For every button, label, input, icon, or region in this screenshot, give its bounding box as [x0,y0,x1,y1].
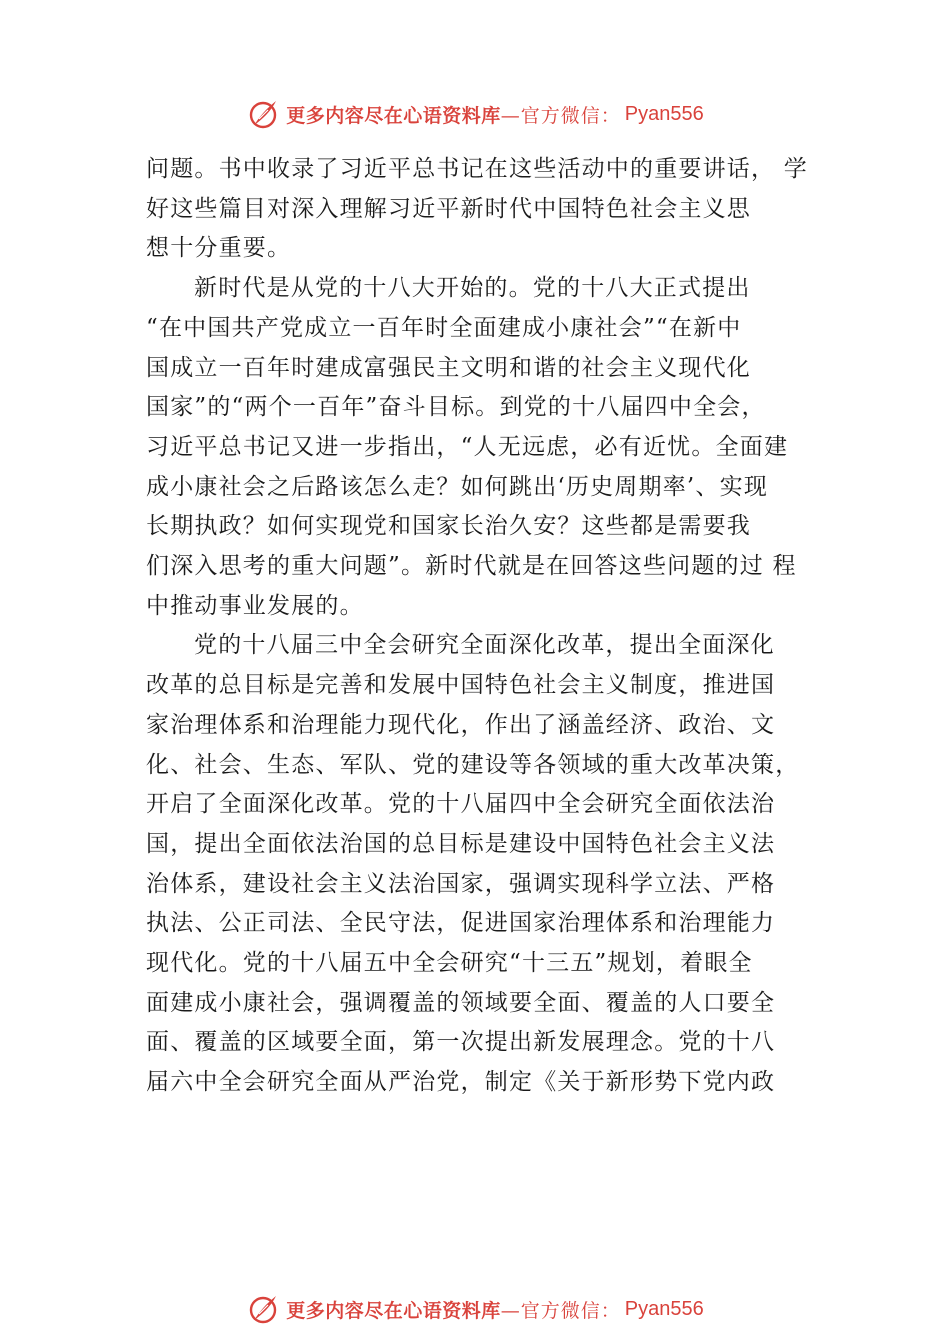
watermark-separator-text: —官方微信： [500,1299,621,1322]
watermark-main-text: 更多内容尽在心语资料库 [286,104,501,127]
paragraph-1 [146,150,814,269]
text-line: 治体系，建设社会主义法治国家，强调实现科学立法、严格 [146,870,776,897]
paragraph-2 [146,269,814,626]
text-line: 新时代是从党的十八大开始的。党的十八大正式提出 [194,275,751,302]
text-line: 成小康社会之后路该怎么走？如何跳出‘历史周期率’、实现 [146,473,769,500]
text-line: 届六中全会研究全面从严治党，制定《关于新形势下党内政 [146,1069,776,1096]
footer-watermark [0,1291,950,1327]
watermark-main-text: 更多内容尽在心语资料库 [286,1299,501,1322]
text-line: 执法、公正司法、全民守法，促进国家治理体系和治理能力 [146,910,776,937]
text-line: 现代化。党的十八届五中全会研究“十三五”规划，着眼全 [146,950,753,977]
text-line: 面、覆盖的区域要全面，第一次提出新发展理念。党的十八 [146,1029,776,1056]
text-line: 改革的总目标是完善和发展中国特色社会主义制度，推进国 [146,672,776,699]
text-line: 好这些篇目对深入理解习近平新时代中国特色社会主义思 [146,195,751,222]
text-line: 党的十八届三中全会研究全面深化改革，提出全面深化 [194,632,775,659]
text-line: 国家”的“两个一百年”奋斗目标。到党的十八届四中全会， [146,394,766,421]
text-line: 开启了全面深化改革。党的十八届四中全会研究全面依法治 [146,791,776,818]
text-line: 长期执政？如何实现党和国家长治久安？这些都是需要我 [146,513,751,540]
text-line: 化、社会、生态、军队、党的建设等各领域的重大改革决策， [146,751,800,778]
text-line: 国成立一百年时建成富强民主文明和谐的社会主义现代化 [146,354,751,381]
watermark-wechat-id: Pyan556 [624,102,704,125]
text-line: 中推动事业发展的。 [146,592,364,619]
header-watermark [0,96,950,132]
watermark-separator-text: —官方微信： [500,104,621,127]
text-line: 们深入思考的重大问题”。新时代就是在回答这些问题的过 程 [146,553,797,580]
text-line: 面建成小康社会，强调覆盖的领域要全面、覆盖的人口要全 [146,989,776,1016]
text-line: 想十分重要。 [146,235,292,262]
feather-pen-seal-icon [246,1292,280,1326]
text-line: 国，提出全面依法治国的总目标是建设中国特色社会主义法 [146,830,776,857]
text-line: 习近平总书记又进一步指出，“人无远虑，必有近忧。全面建 [146,433,789,460]
watermark-wechat-id: Pyan556 [624,1297,704,1320]
text-line: 问题。书中收录了习近平总书记在这些活动中的重要讲话， 学 [146,156,808,182]
feather-pen-seal-icon [246,97,280,131]
paragraph-3 [146,626,814,1102]
text-line: 家治理体系和治理能力现代化，作出了涵盖经济、政治、文 [146,711,776,738]
text-line: “在中国共产党成立一百年时全面建成小康社会”“在新中 [146,314,742,341]
document-body [146,150,814,1103]
